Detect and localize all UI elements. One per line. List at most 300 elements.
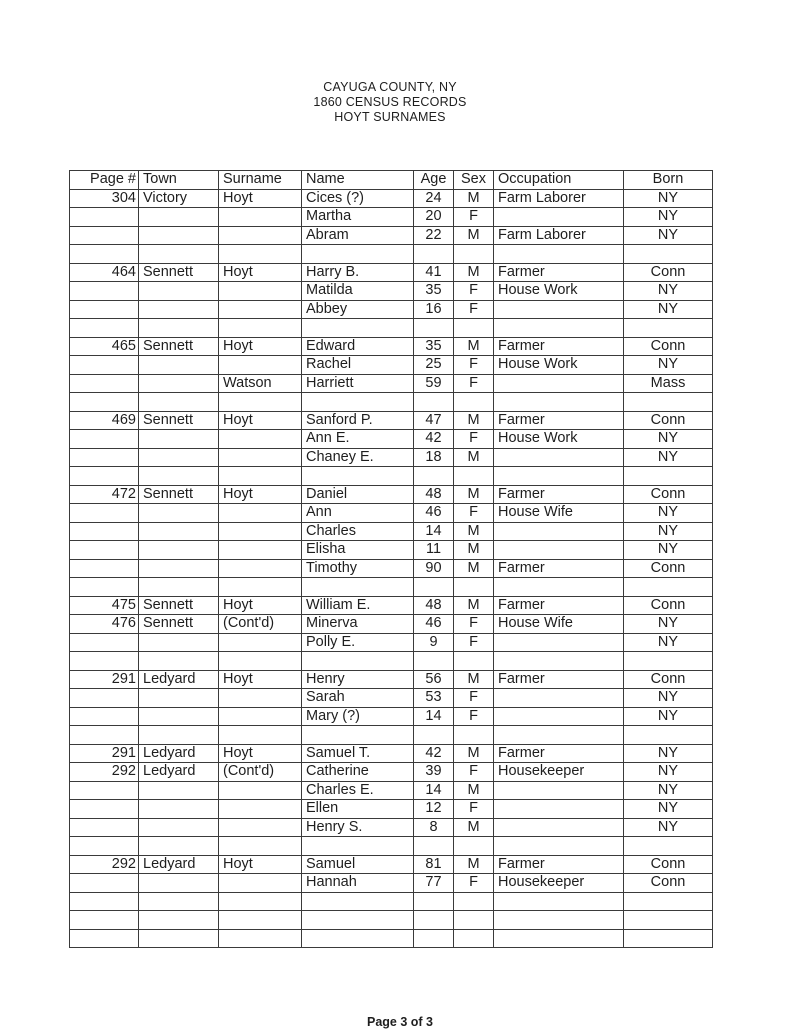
- cell-age: 59: [414, 374, 454, 393]
- cell-age: 25: [414, 356, 454, 375]
- table-row: [70, 522, 713, 541]
- cell-surname: [219, 541, 302, 560]
- cell-age: [414, 911, 454, 930]
- cell-born: Conn: [624, 559, 713, 578]
- table-row: [70, 707, 713, 726]
- table-row: [70, 763, 713, 782]
- table-row: [70, 300, 713, 319]
- cell-town: [139, 689, 219, 708]
- table-row: [70, 929, 713, 948]
- cell-occupation: [494, 707, 624, 726]
- cell-born: NY: [624, 189, 713, 208]
- cell-surname: [219, 430, 302, 449]
- cell-surname: Hoyt: [219, 337, 302, 356]
- cell-occupation: Farmer: [494, 855, 624, 874]
- cell-born: Conn: [624, 855, 713, 874]
- cell-name: Martha: [302, 208, 414, 227]
- cell-age: [414, 892, 454, 911]
- cell-surname: Hoyt: [219, 744, 302, 763]
- cell-occupation: Farmer: [494, 596, 624, 615]
- cell-occupation: [494, 689, 624, 708]
- table-row: [70, 652, 713, 671]
- cell-surname: [219, 892, 302, 911]
- cell-page: [70, 929, 139, 948]
- table-row: [70, 319, 713, 338]
- cell-occupation: [494, 781, 624, 800]
- cell-town: [139, 818, 219, 837]
- cell-page: 304: [70, 189, 139, 208]
- cell-page: [70, 707, 139, 726]
- cell-town: Sennett: [139, 263, 219, 282]
- cell-born: [624, 837, 713, 856]
- cell-page: 465: [70, 337, 139, 356]
- cell-sex: M: [454, 670, 494, 689]
- cell-town: [139, 356, 219, 375]
- cell-page: [70, 226, 139, 245]
- cell-sex: [454, 892, 494, 911]
- cell-surname: [219, 633, 302, 652]
- cell-born: [624, 319, 713, 338]
- cell-born: [624, 245, 713, 264]
- table-row: [70, 430, 713, 449]
- cell-town: Ledyard: [139, 744, 219, 763]
- cell-surname: [219, 393, 302, 412]
- cell-age: 20: [414, 208, 454, 227]
- cell-surname: [219, 578, 302, 597]
- cell-age: [414, 726, 454, 745]
- cell-sex: [454, 911, 494, 930]
- cell-born: NY: [624, 615, 713, 634]
- cell-name: Rachel: [302, 356, 414, 375]
- cell-sex: F: [454, 208, 494, 227]
- table-row: [70, 578, 713, 597]
- cell-sex: M: [454, 263, 494, 282]
- cell-occupation: Farm Laborer: [494, 189, 624, 208]
- table-row: [70, 874, 713, 893]
- table-row: [70, 282, 713, 301]
- cell-age: [414, 837, 454, 856]
- column-header-age: Age: [414, 171, 454, 190]
- cell-sex: [454, 319, 494, 338]
- cell-name: Ann: [302, 504, 414, 523]
- column-header-page: Page #: [70, 171, 139, 190]
- cell-page: [70, 892, 139, 911]
- cell-sex: M: [454, 337, 494, 356]
- cell-name: Harriett: [302, 374, 414, 393]
- cell-age: 12: [414, 800, 454, 819]
- cell-surname: [219, 208, 302, 227]
- cell-name: Abram: [302, 226, 414, 245]
- cell-town: [139, 652, 219, 671]
- cell-sex: [454, 837, 494, 856]
- cell-town: [139, 874, 219, 893]
- cell-age: 77: [414, 874, 454, 893]
- table-row: [70, 633, 713, 652]
- cell-sex: M: [454, 744, 494, 763]
- cell-occupation: [494, 541, 624, 560]
- cell-age: [414, 393, 454, 412]
- cell-name: Abbey: [302, 300, 414, 319]
- cell-sex: F: [454, 282, 494, 301]
- page-number: Page 3 of 3: [367, 1015, 433, 1029]
- cell-age: 81: [414, 855, 454, 874]
- cell-sex: M: [454, 781, 494, 800]
- cell-surname: Hoyt: [219, 485, 302, 504]
- cell-occupation: Farm Laborer: [494, 226, 624, 245]
- cell-age: 48: [414, 485, 454, 504]
- cell-sex: M: [454, 485, 494, 504]
- cell-page: 472: [70, 485, 139, 504]
- cell-age: 16: [414, 300, 454, 319]
- cell-occupation: [494, 208, 624, 227]
- cell-name: [302, 652, 414, 671]
- cell-sex: M: [454, 855, 494, 874]
- cell-occupation: Housekeeper: [494, 763, 624, 782]
- cell-town: [139, 541, 219, 560]
- cell-page: [70, 374, 139, 393]
- cell-occupation: [494, 837, 624, 856]
- cell-sex: F: [454, 800, 494, 819]
- cell-occupation: House Work: [494, 282, 624, 301]
- cell-born: NY: [624, 763, 713, 782]
- cell-name: [302, 393, 414, 412]
- cell-sex: F: [454, 874, 494, 893]
- header-records-title: 1860 CENSUS RECORDS: [313, 95, 467, 109]
- cell-occupation: [494, 448, 624, 467]
- table-row: [70, 208, 713, 227]
- cell-town: Ledyard: [139, 855, 219, 874]
- cell-name: [302, 726, 414, 745]
- cell-born: NY: [624, 356, 713, 375]
- cell-born: [624, 929, 713, 948]
- cell-name: Matilda: [302, 282, 414, 301]
- cell-name: [302, 892, 414, 911]
- cell-page: 292: [70, 763, 139, 782]
- cell-sex: M: [454, 411, 494, 430]
- cell-occupation: [494, 892, 624, 911]
- cell-sex: M: [454, 596, 494, 615]
- column-header-occupation: Occupation: [494, 171, 624, 190]
- cell-sex: F: [454, 633, 494, 652]
- cell-name: Chaney E.: [302, 448, 414, 467]
- cell-born: NY: [624, 448, 713, 467]
- cell-surname: (Cont'd): [219, 763, 302, 782]
- table-row: [70, 670, 713, 689]
- table-row: [70, 245, 713, 264]
- cell-age: 35: [414, 337, 454, 356]
- cell-sex: F: [454, 300, 494, 319]
- cell-town: [139, 559, 219, 578]
- cell-name: Ann E.: [302, 430, 414, 449]
- cell-page: [70, 818, 139, 837]
- cell-surname: [219, 707, 302, 726]
- cell-occupation: Farmer: [494, 411, 624, 430]
- table-row: [70, 356, 713, 375]
- cell-town: Victory: [139, 189, 219, 208]
- cell-age: [414, 652, 454, 671]
- cell-town: [139, 300, 219, 319]
- document-header: [0, 80, 780, 125]
- cell-born: NY: [624, 689, 713, 708]
- cell-name: Henry S.: [302, 818, 414, 837]
- cell-surname: Watson: [219, 374, 302, 393]
- cell-sex: M: [454, 226, 494, 245]
- cell-born: NY: [624, 818, 713, 837]
- cell-town: [139, 208, 219, 227]
- cell-born: Conn: [624, 411, 713, 430]
- cell-age: 14: [414, 707, 454, 726]
- cell-surname: [219, 559, 302, 578]
- cell-occupation: [494, 393, 624, 412]
- cell-town: [139, 393, 219, 412]
- cell-town: Sennett: [139, 596, 219, 615]
- cell-born: [624, 911, 713, 930]
- cell-age: [414, 245, 454, 264]
- cell-surname: [219, 726, 302, 745]
- column-header-surname: Surname: [219, 171, 302, 190]
- cell-age: 46: [414, 615, 454, 634]
- cell-name: Polly E.: [302, 633, 414, 652]
- cell-town: [139, 726, 219, 745]
- cell-born: [624, 652, 713, 671]
- cell-surname: [219, 319, 302, 338]
- cell-age: 14: [414, 781, 454, 800]
- cell-page: [70, 245, 139, 264]
- cell-town: [139, 633, 219, 652]
- cell-name: William E.: [302, 596, 414, 615]
- cell-town: [139, 522, 219, 541]
- cell-page: 476: [70, 615, 139, 634]
- cell-name: Timothy: [302, 559, 414, 578]
- cell-sex: F: [454, 374, 494, 393]
- cell-born: NY: [624, 300, 713, 319]
- cell-born: [624, 892, 713, 911]
- table-row: [70, 411, 713, 430]
- cell-age: 46: [414, 504, 454, 523]
- cell-name: [302, 911, 414, 930]
- table-row: [70, 485, 713, 504]
- cell-born: NY: [624, 800, 713, 819]
- cell-sex: F: [454, 707, 494, 726]
- header-county: CAYUGA COUNTY, NY: [323, 80, 457, 94]
- cell-page: 469: [70, 411, 139, 430]
- cell-sex: [454, 393, 494, 412]
- cell-occupation: Farmer: [494, 485, 624, 504]
- cell-town: [139, 319, 219, 338]
- cell-name: [302, 578, 414, 597]
- cell-occupation: House Work: [494, 430, 624, 449]
- table-row: [70, 726, 713, 745]
- cell-name: Henry: [302, 670, 414, 689]
- cell-age: 35: [414, 282, 454, 301]
- cell-town: Sennett: [139, 485, 219, 504]
- cell-occupation: [494, 929, 624, 948]
- cell-age: [414, 467, 454, 486]
- cell-age: 24: [414, 189, 454, 208]
- table-row: [70, 374, 713, 393]
- cell-age: 53: [414, 689, 454, 708]
- cell-name: [302, 245, 414, 264]
- cell-name: Charles E.: [302, 781, 414, 800]
- cell-occupation: Farmer: [494, 670, 624, 689]
- cell-page: [70, 559, 139, 578]
- cell-sex: F: [454, 763, 494, 782]
- cell-surname: [219, 504, 302, 523]
- cell-age: 18: [414, 448, 454, 467]
- cell-sex: M: [454, 189, 494, 208]
- cell-occupation: [494, 800, 624, 819]
- cell-occupation: [494, 374, 624, 393]
- table-row: [70, 744, 713, 763]
- cell-page: [70, 652, 139, 671]
- cell-name: Charles: [302, 522, 414, 541]
- cell-surname: Hoyt: [219, 855, 302, 874]
- cell-name: Elisha: [302, 541, 414, 560]
- column-header-sex: Sex: [454, 171, 494, 190]
- cell-page: 291: [70, 670, 139, 689]
- cell-town: [139, 430, 219, 449]
- cell-born: NY: [624, 522, 713, 541]
- table-row: [70, 596, 713, 615]
- table-row: [70, 855, 713, 874]
- cell-born: NY: [624, 781, 713, 800]
- cell-page: 475: [70, 596, 139, 615]
- cell-surname: [219, 448, 302, 467]
- table-row: [70, 226, 713, 245]
- census-table-body: [70, 189, 713, 948]
- cell-born: NY: [624, 430, 713, 449]
- table-row: [70, 189, 713, 208]
- cell-town: Sennett: [139, 615, 219, 634]
- table-header-row: [70, 171, 713, 190]
- cell-town: Ledyard: [139, 670, 219, 689]
- cell-surname: Hoyt: [219, 263, 302, 282]
- cell-page: [70, 578, 139, 597]
- cell-page: [70, 319, 139, 338]
- cell-occupation: Farmer: [494, 337, 624, 356]
- cell-name: Ellen: [302, 800, 414, 819]
- cell-occupation: House Work: [494, 356, 624, 375]
- cell-page: 292: [70, 855, 139, 874]
- cell-page: [70, 356, 139, 375]
- cell-occupation: [494, 578, 624, 597]
- cell-age: 42: [414, 430, 454, 449]
- census-table: [69, 170, 713, 948]
- cell-page: [70, 522, 139, 541]
- cell-occupation: [494, 300, 624, 319]
- cell-surname: [219, 467, 302, 486]
- cell-sex: M: [454, 448, 494, 467]
- cell-surname: [219, 245, 302, 264]
- cell-age: 90: [414, 559, 454, 578]
- cell-surname: [219, 689, 302, 708]
- cell-town: [139, 707, 219, 726]
- cell-born: NY: [624, 226, 713, 245]
- cell-town: [139, 226, 219, 245]
- cell-born: NY: [624, 541, 713, 560]
- cell-town: [139, 467, 219, 486]
- cell-town: [139, 245, 219, 264]
- cell-surname: [219, 818, 302, 837]
- cell-town: [139, 800, 219, 819]
- cell-town: Sennett: [139, 411, 219, 430]
- cell-born: Mass: [624, 374, 713, 393]
- cell-name: Sanford P.: [302, 411, 414, 430]
- cell-page: [70, 633, 139, 652]
- cell-occupation: [494, 633, 624, 652]
- cell-age: [414, 578, 454, 597]
- cell-born: NY: [624, 633, 713, 652]
- table-row: [70, 263, 713, 282]
- cell-town: [139, 504, 219, 523]
- cell-age: 41: [414, 263, 454, 282]
- cell-age: 8: [414, 818, 454, 837]
- cell-surname: [219, 874, 302, 893]
- cell-page: [70, 430, 139, 449]
- cell-occupation: [494, 818, 624, 837]
- cell-page: [70, 911, 139, 930]
- cell-town: [139, 448, 219, 467]
- cell-born: [624, 393, 713, 412]
- cell-name: Sarah: [302, 689, 414, 708]
- cell-page: [70, 837, 139, 856]
- cell-page: [70, 726, 139, 745]
- table-row: [70, 689, 713, 708]
- table-row: [70, 818, 713, 837]
- cell-age: 48: [414, 596, 454, 615]
- cell-born: NY: [624, 208, 713, 227]
- table-row: [70, 337, 713, 356]
- cell-age: 39: [414, 763, 454, 782]
- cell-occupation: House Wife: [494, 615, 624, 634]
- cell-page: [70, 874, 139, 893]
- cell-name: [302, 319, 414, 338]
- table-row: [70, 781, 713, 800]
- cell-surname: [219, 652, 302, 671]
- table-row: [70, 541, 713, 560]
- cell-sex: [454, 929, 494, 948]
- cell-age: 14: [414, 522, 454, 541]
- cell-surname: [219, 300, 302, 319]
- cell-born: NY: [624, 504, 713, 523]
- cell-name: Catherine: [302, 763, 414, 782]
- cell-page: [70, 689, 139, 708]
- cell-sex: F: [454, 356, 494, 375]
- table-row: [70, 467, 713, 486]
- cell-occupation: Farmer: [494, 559, 624, 578]
- cell-surname: [219, 800, 302, 819]
- table-row: [70, 892, 713, 911]
- cell-page: [70, 504, 139, 523]
- cell-born: Conn: [624, 263, 713, 282]
- cell-age: 9: [414, 633, 454, 652]
- table-row: [70, 911, 713, 930]
- cell-age: [414, 319, 454, 338]
- cell-town: Ledyard: [139, 763, 219, 782]
- cell-sex: M: [454, 522, 494, 541]
- cell-page: [70, 393, 139, 412]
- cell-born: Conn: [624, 337, 713, 356]
- table-row: [70, 393, 713, 412]
- cell-name: Samuel T.: [302, 744, 414, 763]
- cell-sex: M: [454, 559, 494, 578]
- cell-page: 464: [70, 263, 139, 282]
- cell-name: Mary (?): [302, 707, 414, 726]
- cell-sex: F: [454, 615, 494, 634]
- cell-town: [139, 374, 219, 393]
- cell-sex: F: [454, 504, 494, 523]
- cell-surname: [219, 356, 302, 375]
